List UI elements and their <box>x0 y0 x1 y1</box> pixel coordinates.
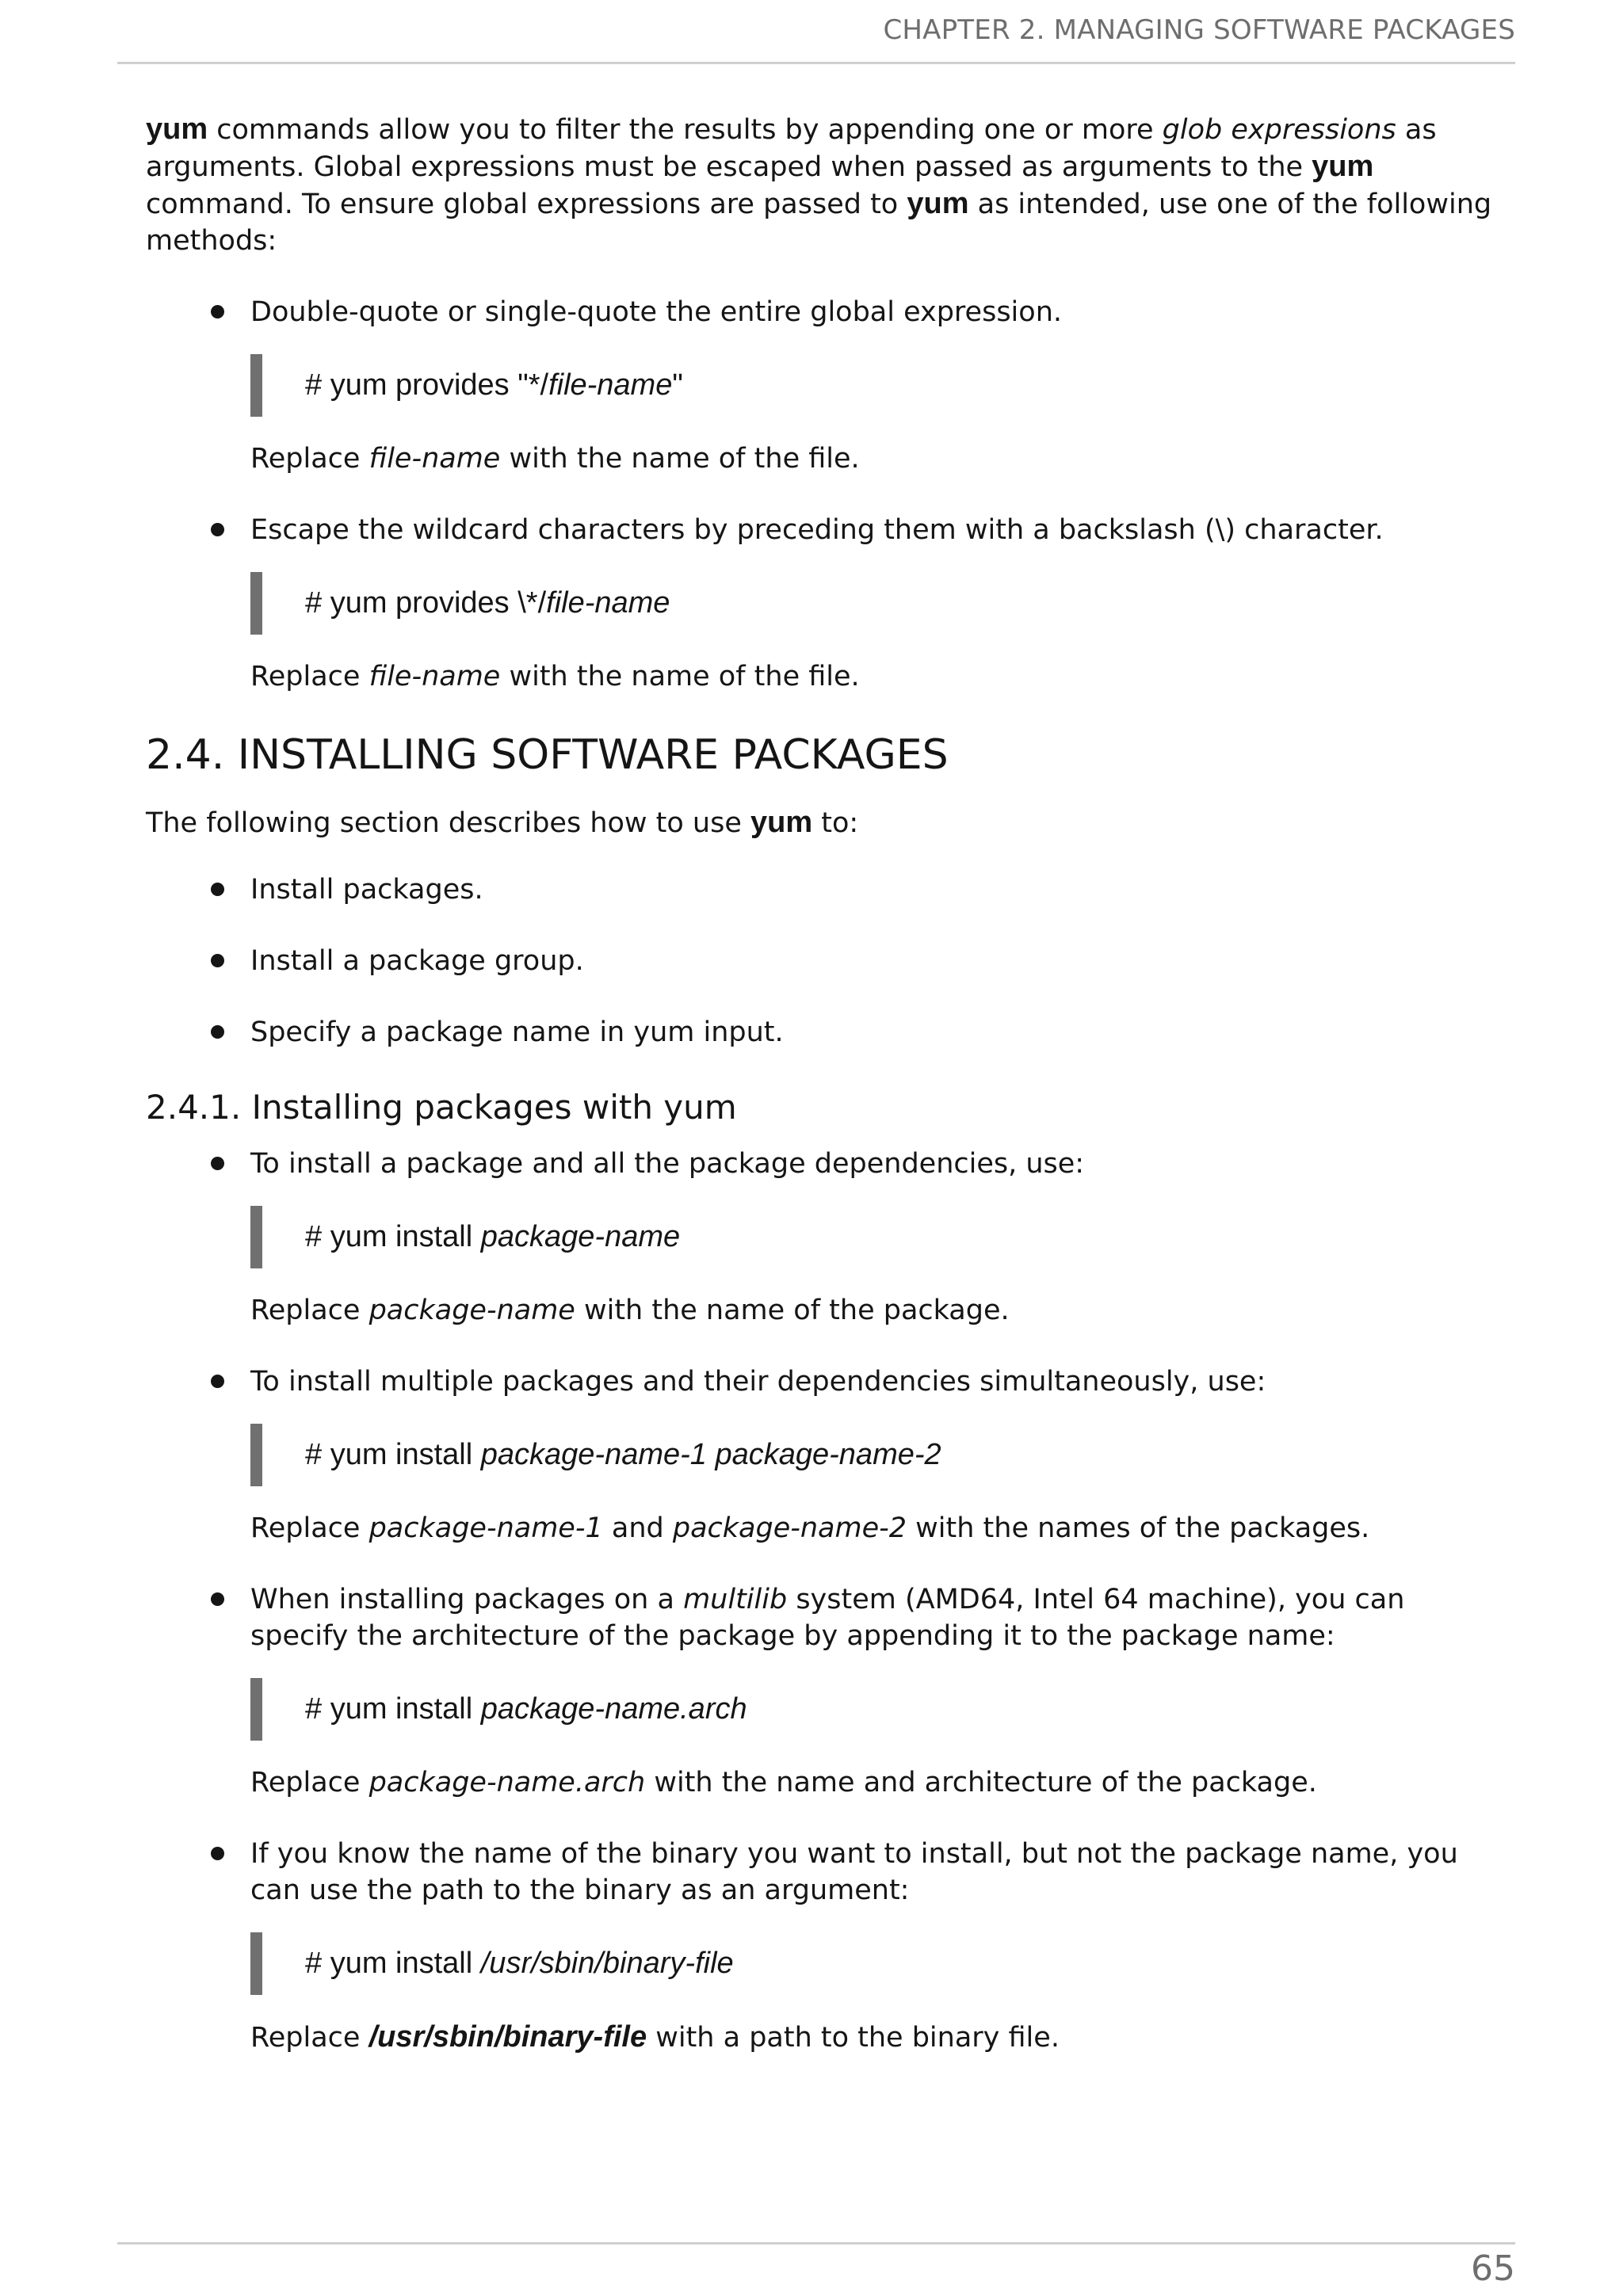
list-item <box>250 1836 1504 2056</box>
list-item-text: If you know the name of the binary you want to install, but not the package name, you can use the path to the binary as an argument: <box>250 1838 1458 1906</box>
code-text: # yum install <box>305 1692 481 1726</box>
intro-text-1: commands allow you to filter the results by appending one or more <box>208 114 1163 146</box>
code-placeholder: package-name <box>480 1220 681 1253</box>
replace-text: with the name of the file. <box>500 443 860 475</box>
list-item: Install a package group. <box>250 943 1504 979</box>
replace-placeholder: package-name <box>369 1295 575 1326</box>
code-block <box>250 1678 1504 1741</box>
list-item-text: To install multiple packages and their dependencies simultaneously, use: <box>250 1366 1266 1398</box>
list-item-text-part: When installing packages on a <box>250 1584 684 1615</box>
code-block <box>250 354 1504 417</box>
code-text: # yum install <box>305 1438 481 1471</box>
list-item-text: To install a package and all the package dependencies, use: <box>250 1148 1085 1180</box>
list-item <box>250 1581 1504 1801</box>
replace-placeholder: package-name-2 <box>672 1512 907 1544</box>
subsection-heading: 2.4.1. Installing packages with yum <box>146 1088 737 1127</box>
list-item <box>250 294 1504 477</box>
section-intro <box>146 804 1504 841</box>
replace-text: and <box>602 1512 673 1544</box>
inline-command: yum <box>750 806 813 839</box>
section-intro-text: to: <box>812 807 859 839</box>
replace-text: with the name of the package. <box>575 1295 1010 1326</box>
replace-text: with a path to the binary file. <box>647 2022 1060 2054</box>
code-text: " <box>672 368 683 402</box>
replace-path: /usr/sbin/binary-file <box>369 2020 647 2054</box>
footer-rule <box>117 2242 1515 2245</box>
replace-note <box>250 1292 1504 1329</box>
code-placeholder: file-name <box>548 368 673 402</box>
list-item-text: Escape the wildcard characters by preceding them with a backslash (\) character. <box>250 514 1384 546</box>
replace-note <box>250 441 1504 477</box>
replace-text: Replace <box>250 443 369 475</box>
code-text: # yum install <box>305 1947 481 1980</box>
code-placeholder: /usr/sbin/binary-file <box>480 1947 734 1980</box>
code-placeholder: package-name-1 package-name-2 <box>480 1438 941 1471</box>
multilib-term: multilib <box>683 1584 788 1615</box>
replace-text: Replace <box>250 2022 369 2054</box>
replace-note <box>250 1764 1504 1801</box>
code-text: # yum provides \*/ <box>305 586 547 620</box>
list-item <box>250 1146 1504 1329</box>
list-item-text-part: system (AMD64, Intel 64 machine), you can specify the architecture of the package by appending it to the package name: <box>250 1584 1405 1652</box>
list-item <box>250 512 1504 695</box>
replace-text: Replace <box>250 1512 369 1544</box>
code-block <box>250 572 1504 635</box>
install-methods-list <box>146 1146 1504 2056</box>
replace-note <box>250 2019 1504 2056</box>
replace-text: with the name of the file. <box>500 661 860 692</box>
replace-placeholder: file-name <box>369 443 501 475</box>
list-item-text: Double-quote or single-quote the entire global expression. <box>250 296 1063 328</box>
list-item: Install packages. <box>250 871 1504 908</box>
page-number: 65 <box>1471 2248 1515 2289</box>
code-block <box>250 1932 1504 1995</box>
header-rule <box>117 62 1515 64</box>
replace-text: with the names of the packages. <box>907 1512 1370 1544</box>
replace-placeholder: package-name-1 <box>369 1512 603 1544</box>
inline-command: yum <box>146 113 208 146</box>
escape-methods-list <box>146 294 1504 695</box>
intro-text-3: command. To ensure global expressions are passed to <box>146 189 907 220</box>
code-block <box>250 1206 1504 1268</box>
list-item <box>250 1363 1504 1547</box>
glob-expressions-term: glob expressions <box>1162 114 1396 146</box>
list-item: Specify a package name in yum input. <box>250 1014 1504 1051</box>
intro-text-4: as intended, use one of the following methods: <box>146 189 1492 257</box>
inline-command: yum <box>1312 150 1374 183</box>
code-block <box>250 1424 1504 1486</box>
code-text: # yum install <box>305 1220 481 1253</box>
replace-note <box>250 658 1504 695</box>
replace-note <box>250 1510 1504 1547</box>
inline-command: yum <box>907 187 969 220</box>
replace-text: with the name and architecture of the package. <box>645 1767 1317 1798</box>
page-content <box>146 111 1504 2091</box>
section-intro-text: The following section describes how to use <box>146 807 751 839</box>
code-text: # yum provides "*/ <box>305 368 549 402</box>
section-items-list <box>146 871 1504 1051</box>
running-header: CHAPTER 2. MANAGING SOFTWARE PACKAGES <box>883 14 1515 46</box>
code-placeholder: package-name.arch <box>480 1692 747 1726</box>
section-heading: 2.4. INSTALLING SOFTWARE PACKAGES <box>146 731 949 779</box>
list-item-text <box>250 1581 1504 1654</box>
replace-text: Replace <box>250 661 369 692</box>
replace-placeholder: file-name <box>369 661 501 692</box>
replace-text: Replace <box>250 1295 369 1326</box>
intro-paragraph <box>146 111 1504 259</box>
replace-placeholder: package-name.arch <box>369 1767 646 1798</box>
code-placeholder: file-name <box>546 586 670 620</box>
replace-text: Replace <box>250 1767 369 1798</box>
intro-text-2: as arguments. Global expressions must be escaped when passed as arguments to the <box>146 114 1437 183</box>
